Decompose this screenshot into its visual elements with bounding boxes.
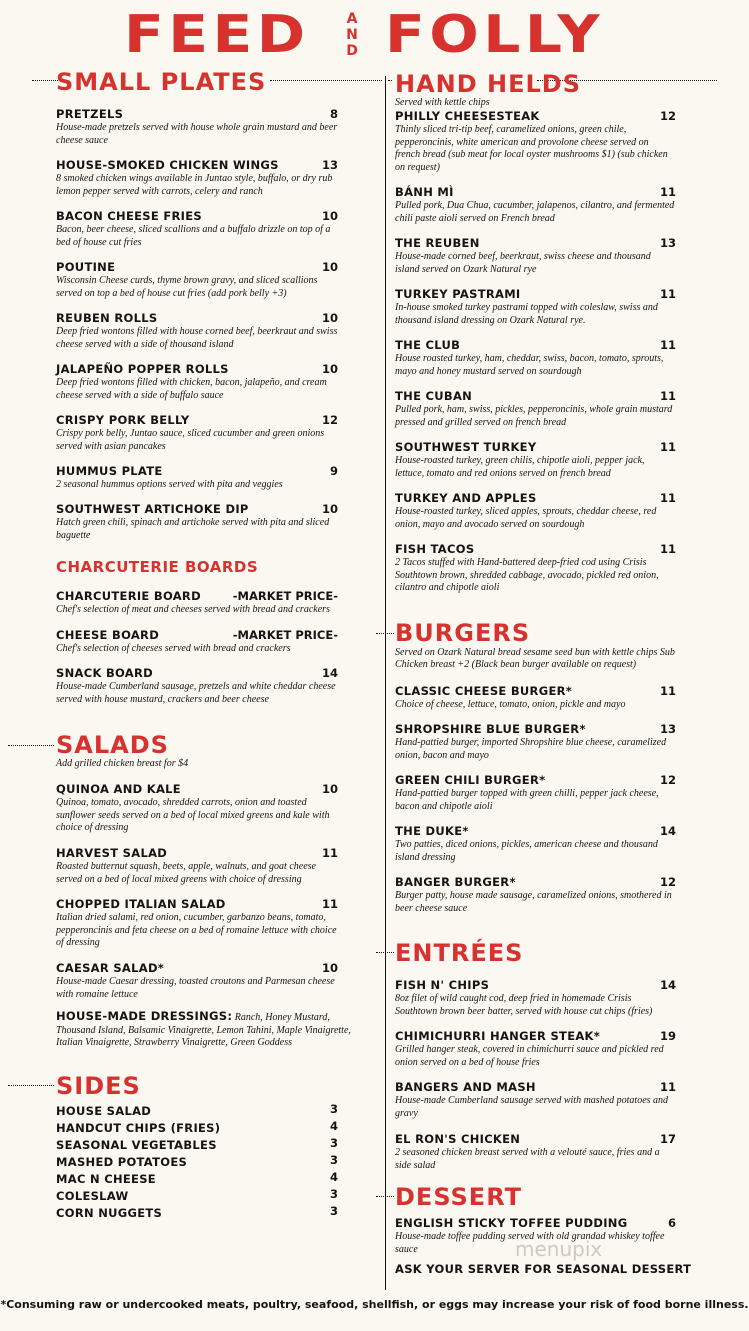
item-price: 17 — [659, 1132, 676, 1146]
menu-item — [395, 1080, 676, 1120]
menu-item — [56, 311, 338, 351]
item-name: MAC N CHEESE — [56, 1172, 156, 1186]
item-name: THE CUBAN — [395, 389, 473, 403]
item-desc: Hand-pattied burger topped with green chilli, pepper jack cheese, bacon and chipotle aioli — [395, 788, 659, 812]
item-desc: House-made Cumberland sausage, pretzels and white cheddar cheese served with house mustard, crackers and beer cheese — [56, 681, 336, 705]
side-item — [56, 1102, 338, 1119]
item-name: FISH N' CHIPS — [395, 978, 490, 992]
menu-item — [395, 389, 676, 429]
divider-entrees — [376, 952, 394, 953]
menu-item — [56, 666, 338, 706]
item-price: 14 — [659, 824, 676, 838]
item-name: SOUTHWEST ARTICHOKE DIP — [56, 502, 249, 516]
divider-small-plates — [32, 80, 58, 81]
seasonal-dessert — [395, 1262, 692, 1276]
item-price: 11 — [659, 1080, 676, 1094]
item-name: CHEESE BOARD — [56, 628, 160, 642]
section-salads: SALADS — [56, 731, 169, 759]
item-desc: Hand-pattied burger, imported Shropshire blue cheese, caramelized onion, bacon and mayo — [395, 737, 667, 761]
item-name: QUINOA AND KALE — [56, 782, 181, 796]
item-price: 12 — [659, 109, 676, 123]
menu-item — [56, 589, 338, 617]
item-price: -MARKET PRICE- — [232, 589, 338, 603]
menu-item — [395, 236, 676, 276]
item-name: SNACK BOARD — [56, 666, 153, 680]
item-price: 4 — [329, 1170, 338, 1184]
item-name: FISH TACOS — [395, 542, 475, 556]
item-name: CHARCUTERIE BOARD — [56, 589, 201, 603]
divider-salads — [8, 745, 54, 746]
menu-item — [56, 961, 338, 1001]
item-price: 11 — [321, 846, 338, 860]
item-name: HOUSE SALAD — [56, 1104, 152, 1118]
seasonal-dessert-text: ASK YOUR SERVER FOR SEASONAL DESSERT — [395, 1262, 692, 1276]
item-price: 11 — [659, 491, 676, 505]
menu-item — [56, 362, 338, 402]
section-entrees: ENTRÉES — [395, 939, 524, 967]
section-sides: SIDES — [56, 1072, 141, 1100]
menu-item — [56, 158, 338, 198]
item-name: BANGERS AND MASH — [395, 1080, 536, 1094]
item-desc: Deep fried wontons filled with chicken, bacon, jalapeño, and cream cheese served with a side of buffalo sauce — [56, 377, 327, 401]
menu-item — [56, 413, 338, 453]
side-item — [56, 1204, 338, 1221]
logo — [0, 5, 749, 65]
item-desc: Choice of cheese, lettuce, tomato, onion, pickle and mayo — [395, 699, 626, 710]
divider-dessert — [376, 1196, 394, 1197]
item-price: 11 — [659, 338, 676, 352]
item-name: TURKEY PASTRAMI — [395, 287, 521, 301]
logo-and-text: AND — [346, 11, 358, 59]
item-desc: Pulled pork, ham, swiss, pickles, pepperoncinis, whole grain mustard pressed and grilled served on french bread — [395, 404, 673, 428]
menu-item — [395, 1132, 676, 1172]
item-name: MASHED POTATOES — [56, 1155, 188, 1169]
allergy-disclaimer: *Consuming raw or undercooked meats, poultry, seafood, shellfish, or eggs may increase your risk of food borne illness. — [0, 1298, 749, 1311]
menu-item — [395, 824, 676, 864]
item-price: 10 — [321, 502, 338, 516]
item-name: THE REUBEN — [395, 236, 480, 250]
item-price: 3 — [329, 1136, 338, 1150]
item-desc: Pulled pork, Dua Chua, cucumber, jalapenos, cilantro, and fermented chili paste aioli served on French bread — [395, 200, 675, 224]
item-price: 9 — [329, 464, 338, 478]
item-price: -MARKET PRICE- — [232, 628, 338, 642]
item-desc: Quinoa, tomato, avocado, shredded carrots, onion and toasted sunflower seeds served on a bed of local mixed greens and kale with choice of dressing — [56, 797, 330, 833]
item-name: SHROPSHIRE BLUE BURGER* — [395, 722, 586, 736]
divider-small-plates-right — [270, 80, 382, 81]
item-desc: House-made Cumberland sausage served with mashed potatoes and gravy — [395, 1095, 669, 1119]
item-price: 10 — [321, 260, 338, 274]
item-price: 11 — [659, 389, 676, 403]
item-name: POUTINE — [56, 260, 116, 274]
menu-item — [56, 897, 338, 950]
menu-item — [395, 287, 676, 327]
item-desc: Roasted butternut squash, beets, apple, walnuts, and goat cheese served on a bed of local mixed greens with choice of dressing — [56, 861, 316, 885]
item-desc: House-roasted turkey, green chilis, chipotle aioli, pepper jack, lettuce, tomato and red onions served on french bread — [395, 455, 645, 479]
item-price: 10 — [321, 311, 338, 325]
menu-item — [395, 875, 676, 915]
menu-item — [56, 846, 338, 886]
section-dessert: DESSERT — [395, 1183, 522, 1211]
item-desc: Wisconsin Cheese curds, thyme brown gravy, and sliced scallions served on top a bed of house cut fries (add pork belly +3) — [56, 275, 318, 299]
item-price: 14 — [659, 978, 676, 992]
watermark: menupix — [515, 1237, 603, 1261]
divider-burgers — [376, 633, 394, 634]
item-price: 12 — [321, 413, 338, 427]
item-name: BÁNH MÌ — [395, 185, 454, 199]
menu-item — [395, 773, 676, 813]
item-price: 3 — [329, 1102, 338, 1116]
column-divider — [385, 76, 386, 1290]
item-name: REUBEN ROLLS — [56, 311, 158, 325]
item-desc: House-made Caesar dressing, toasted croutons and Parmesan cheese with romaine lettuce — [56, 976, 335, 1000]
item-desc: House-made toffee pudding served with old grandad whiskey toffee sauce — [395, 1231, 665, 1255]
hand-helds-note: Served with kettle chips — [395, 97, 490, 108]
side-item — [56, 1119, 338, 1136]
dressings-label: HOUSE-MADE DRESSINGS: — [56, 1009, 233, 1023]
item-name: CLASSIC CHEESE BURGER* — [395, 684, 573, 698]
item-price: 11 — [659, 542, 676, 556]
item-price: 11 — [321, 897, 338, 911]
item-name: CHIMICHURRI HANGER STEAK* — [395, 1029, 601, 1043]
item-name: CRISPY PORK BELLY — [56, 413, 190, 427]
item-desc: Two patties, diced onions, pickles, american cheese and thousand island dressing — [395, 839, 658, 863]
item-desc: House-made pretzels served with house whole grain mustard and beer cheese sauce — [56, 122, 338, 146]
item-price: 11 — [659, 440, 676, 454]
item-price: 11 — [659, 684, 676, 698]
house-dressings — [56, 1010, 356, 1050]
item-name: THE CLUB — [395, 338, 461, 352]
item-price: 12 — [659, 773, 676, 787]
item-desc: 8oz filet of wild caught cod, deep fried in homemade Crisis Southtown brown beer batter, served with house cut chips (fries) — [395, 993, 653, 1017]
section-small-plates: SMALL PLATES — [56, 68, 267, 96]
item-name: PRETZELS — [56, 107, 124, 121]
side-item — [56, 1136, 338, 1153]
item-name: GREEN CHILI BURGER* — [395, 773, 546, 787]
item-price: 13 — [659, 236, 676, 250]
item-name: BANGER BURGER* — [395, 875, 516, 889]
menu-item — [56, 209, 338, 249]
item-name: CAESAR SALAD* — [56, 961, 165, 975]
item-price: 8 — [329, 107, 338, 121]
item-desc: Chef's selection of meat and cheeses served with bread and crackers — [56, 604, 330, 615]
item-price: 4 — [329, 1119, 338, 1133]
item-name: COLESLAW — [56, 1189, 129, 1203]
item-desc: Bacon, beer cheese, sliced scallions and a buffalo drizzle on top of a bed of house cut fries — [56, 224, 331, 248]
item-price: 10 — [321, 209, 338, 223]
item-price: 13 — [321, 158, 338, 172]
divider-hand-helds — [388, 80, 392, 81]
item-desc: Crispy pork belly, Juntao sauce, sliced cucumber and green onions served with asian pancakes — [56, 428, 325, 452]
item-desc: Italian dried salami, red onion, cucumber, garbanzo beans, tomato, pepperoncinis and feta cheese on a bed of romaine lettuce with choice of dressing — [56, 912, 337, 948]
item-name: SOUTHWEST TURKEY — [395, 440, 537, 454]
item-desc: House-made corned beef, beerkraut, swiss cheese and thousand island served on Ozark Natural rye — [395, 251, 651, 275]
item-price: 10 — [321, 362, 338, 376]
item-price: 11 — [659, 287, 676, 301]
item-price: 3 — [329, 1204, 338, 1218]
section-hand-helds: HAND HELDS — [395, 70, 582, 98]
dressings-list: Ranch, Honey Mustard, Thousand Island, Balsamic Vinaigrette, Lemon Tahini, Maple Vinaigrette, Italian Vinaigrette, Strawberry Vinaigrette, Green Goddess — [56, 1012, 351, 1048]
menu-item — [395, 1029, 676, 1069]
item-desc: Grilled hanger steak, covered in chimichurri sauce and pickled red onion served on a bed of house fries — [395, 1044, 664, 1068]
item-name: PHILLY CHEESESTEAK — [395, 109, 540, 123]
item-desc: Chef's selection of cheeses served with bread and crackers — [56, 643, 291, 654]
item-price: 10 — [321, 782, 338, 796]
item-price: 6 — [667, 1216, 676, 1230]
item-desc: Hatch green chili, spinach and artichoke served with pita and sliced baguette — [56, 517, 330, 541]
logo-feed: FEED — [124, 5, 310, 65]
item-price: 10 — [321, 961, 338, 975]
menu-item — [395, 684, 676, 712]
side-item — [56, 1187, 338, 1204]
item-desc: House roasted turkey, ham, cheddar, swiss, bacon, tomato, sprouts, mayo and honey mustard served on sourdough — [395, 353, 664, 377]
item-price: 11 — [659, 185, 676, 199]
menu-item — [395, 109, 676, 174]
side-item — [56, 1153, 338, 1170]
menu-item — [56, 502, 338, 542]
item-name: CORN NUGGETS — [56, 1206, 163, 1220]
item-price: 13 — [659, 722, 676, 736]
item-desc: 2 Tacos stuffed with Hand-battered deep-fried cod using Crisis Southtown brown, shredded cabbage, avocado, pickled red onion, cilantro and chipotle aioli — [395, 557, 659, 593]
item-price: 14 — [321, 666, 338, 680]
item-desc: House-roasted turkey, sliced apples, sprouts, cheddar cheese, red onion, mayo and avocado served on sourdough — [395, 506, 657, 530]
item-desc: 8 smoked chicken wings available in Juntao style, buffalo, or dry rub lemon pepper served with carrots, celery and ranch — [56, 173, 333, 197]
item-desc: 2 seasoned chicken breast served with a velouté sauce, fries and a side salad — [395, 1147, 660, 1171]
section-charcuterie: CHARCUTERIE BOARDS — [56, 558, 259, 576]
divider-sides — [8, 1085, 54, 1086]
menu-item — [395, 338, 676, 378]
item-name: HANDCUT CHIPS (FRIES) — [56, 1121, 221, 1135]
item-name: BACON CHEESE FRIES — [56, 209, 202, 223]
item-name: HOUSE-SMOKED CHICKEN WINGS — [56, 158, 279, 172]
menu-item — [56, 464, 338, 492]
burgers-note: Served on Ozark Natural bread sesame seed bun with kettle chips Sub Chicken breast +2 (Black bean burger available on request) — [395, 647, 675, 670]
item-name: TURKEY AND APPLES — [395, 491, 537, 505]
item-desc: In-house smoked turkey pastrami topped with coleslaw, swiss and thousand island dressing on Ozark Natural rye. — [395, 302, 658, 326]
item-name: CHOPPED ITALIAN SALAD — [56, 897, 226, 911]
menu-item — [56, 628, 338, 656]
item-name: HARVEST SALAD — [56, 846, 168, 860]
item-name: EL RON'S CHICKEN — [395, 1132, 521, 1146]
item-desc: Burger patty, house made sausage, caramelized onions, smothered in beer cheese sauce — [395, 890, 672, 914]
item-price: 19 — [659, 1029, 676, 1043]
item-desc: Thinly sliced tri-tip beef, caramelized onions, green chile, pepperoncinis, white american and provolone cheese served on french bread (sub meat for local oyster mushrooms $1) (sub chicken on request) — [395, 124, 668, 173]
item-price: 3 — [329, 1187, 338, 1201]
menu-item — [395, 542, 676, 595]
menu-item — [395, 491, 676, 531]
menu-item — [395, 978, 676, 1018]
menu-item — [56, 107, 338, 147]
item-name: ENGLISH STICKY TOFFEE PUDDING — [395, 1216, 628, 1230]
logo-folly: FOLLY — [385, 5, 605, 65]
item-desc: 2 seasonal hummus options served with pita and veggies — [56, 479, 283, 490]
item-desc: Deep fried wontons filled with house corned beef, beerkraut and swiss cheese served with a side of thousand island — [56, 326, 338, 350]
menu-item — [395, 440, 676, 480]
menu-item — [395, 185, 676, 225]
item-price: 12 — [659, 875, 676, 889]
menu-item — [56, 260, 338, 300]
logo-and — [342, 11, 362, 59]
salads-note: Add grilled chicken breast for $4 — [56, 758, 189, 769]
side-item — [56, 1170, 338, 1187]
item-price: 3 — [329, 1153, 338, 1167]
item-name: JALAPEÑO POPPER ROLLS — [56, 362, 229, 376]
item-name: THE DUKE* — [395, 824, 469, 838]
menu-item — [56, 782, 338, 835]
menu-item — [395, 722, 676, 762]
item-name: SEASONAL VEGETABLES — [56, 1138, 217, 1152]
item-name: HUMMUS PLATE — [56, 464, 163, 478]
section-burgers: BURGERS — [395, 619, 531, 647]
